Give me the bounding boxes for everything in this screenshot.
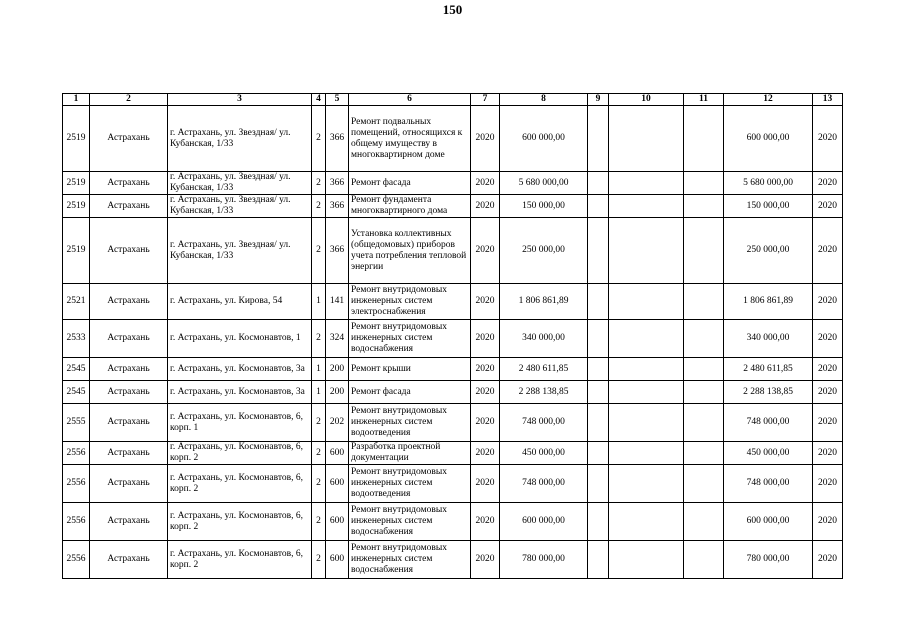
cell-col-6: Ремонт фасада — [349, 172, 471, 195]
cell-col-11 — [684, 465, 724, 503]
cell-col-10 — [609, 541, 684, 579]
col-header: 7 — [471, 94, 500, 106]
cell-col-1: 2519 — [63, 195, 90, 218]
cell-col-7: 2020 — [471, 358, 500, 381]
cell-col-3: г. Астрахань, ул. Космонавтов, 6, корп. 2 — [168, 541, 312, 579]
cell-col-2: Астрахань — [90, 358, 168, 381]
cell-col-13: 2020 — [813, 381, 843, 404]
cell-col-10 — [609, 465, 684, 503]
cell-col-5: 600 — [326, 465, 349, 503]
cell-col-13: 2020 — [813, 503, 843, 541]
cell-col-3: г. Астрахань, ул. Космонавтов, 1 — [168, 320, 312, 358]
cell-col-12: 5 680 000,00 — [724, 172, 813, 195]
table-row — [63, 442, 843, 465]
cell-col-9 — [588, 404, 609, 442]
cell-col-2: Астрахань — [90, 404, 168, 442]
cell-col-11 — [684, 381, 724, 404]
cell-col-5: 141 — [326, 284, 349, 320]
registry-table — [62, 93, 843, 579]
col-header: 8 — [500, 94, 588, 106]
cell-col-4: 1 — [312, 284, 326, 320]
cell-col-4: 1 — [312, 358, 326, 381]
col-header: 4 — [312, 94, 326, 106]
cell-col-1: 2545 — [63, 381, 90, 404]
cell-col-8: 600 000,00 — [500, 503, 588, 541]
cell-col-5: 324 — [326, 320, 349, 358]
cell-col-7: 2020 — [471, 442, 500, 465]
cell-col-8: 5 680 000,00 — [500, 172, 588, 195]
cell-col-12: 600 000,00 — [724, 106, 813, 172]
cell-col-6: Ремонт фундамента многоквартирного дома — [349, 195, 471, 218]
cell-col-3: г. Астрахань, ул. Кирова, 54 — [168, 284, 312, 320]
cell-col-3: г. Астрахань, ул. Космонавтов, 6, корп. 2 — [168, 442, 312, 465]
cell-col-8: 340 000,00 — [500, 320, 588, 358]
cell-col-6: Ремонт внутридомовых инженерных систем электроснабжения — [349, 284, 471, 320]
cell-col-3: г. Астрахань, ул. Космонавтов, 6, корп. 1 — [168, 404, 312, 442]
table-row — [63, 541, 843, 579]
cell-col-6: Установка коллективных (общедомовых) приборов учета потребления тепловой энергии — [349, 218, 471, 284]
cell-col-10 — [609, 172, 684, 195]
cell-col-1: 2555 — [63, 404, 90, 442]
cell-col-2: Астрахань — [90, 284, 168, 320]
cell-col-5: 200 — [326, 358, 349, 381]
cell-col-1: 2533 — [63, 320, 90, 358]
cell-col-13: 2020 — [813, 106, 843, 172]
cell-col-7: 2020 — [471, 106, 500, 172]
cell-col-11 — [684, 503, 724, 541]
cell-col-7: 2020 — [471, 541, 500, 579]
cell-col-7: 2020 — [471, 195, 500, 218]
cell-col-8: 1 806 861,89 — [500, 284, 588, 320]
cell-col-4: 2 — [312, 218, 326, 284]
cell-col-8: 600 000,00 — [500, 106, 588, 172]
cell-col-11 — [684, 218, 724, 284]
cell-col-4: 2 — [312, 503, 326, 541]
table-row — [63, 381, 843, 404]
cell-col-12: 340 000,00 — [724, 320, 813, 358]
cell-col-1: 2519 — [63, 218, 90, 284]
cell-col-3: г. Астрахань, ул. Звездная/ ул. Кубанская, 1/33 — [168, 172, 312, 195]
cell-col-9 — [588, 195, 609, 218]
cell-col-13: 2020 — [813, 541, 843, 579]
cell-col-11 — [684, 442, 724, 465]
col-header: 5 — [326, 94, 349, 106]
cell-col-13: 2020 — [813, 320, 843, 358]
cell-col-13: 2020 — [813, 172, 843, 195]
cell-col-13: 2020 — [813, 195, 843, 218]
cell-col-2: Астрахань — [90, 106, 168, 172]
cell-col-11 — [684, 541, 724, 579]
col-header: 2 — [90, 94, 168, 106]
table-row — [63, 404, 843, 442]
cell-col-6: Разработка проектной документации — [349, 442, 471, 465]
cell-col-8: 450 000,00 — [500, 442, 588, 465]
cell-col-12: 748 000,00 — [724, 404, 813, 442]
cell-col-10 — [609, 320, 684, 358]
cell-col-7: 2020 — [471, 465, 500, 503]
col-header: 12 — [724, 94, 813, 106]
cell-col-9 — [588, 442, 609, 465]
cell-col-9 — [588, 172, 609, 195]
table-row — [63, 218, 843, 284]
cell-col-7: 2020 — [471, 404, 500, 442]
cell-col-3: г. Астрахань, ул. Космонавтов, 6, корп. 2 — [168, 465, 312, 503]
cell-col-11 — [684, 106, 724, 172]
cell-col-2: Астрахань — [90, 465, 168, 503]
cell-col-5: 366 — [326, 106, 349, 172]
cell-col-13: 2020 — [813, 465, 843, 503]
cell-col-10 — [609, 503, 684, 541]
cell-col-8: 2 288 138,85 — [500, 381, 588, 404]
cell-col-10 — [609, 195, 684, 218]
cell-col-1: 2556 — [63, 541, 90, 579]
cell-col-10 — [609, 442, 684, 465]
cell-col-9 — [588, 218, 609, 284]
cell-col-9 — [588, 320, 609, 358]
cell-col-5: 366 — [326, 172, 349, 195]
table-row — [63, 195, 843, 218]
cell-col-3: г. Астрахань, ул. Звездная/ ул. Кубанская, 1/33 — [168, 106, 312, 172]
cell-col-12: 2 288 138,85 — [724, 381, 813, 404]
cell-col-4: 2 — [312, 541, 326, 579]
cell-col-4: 2 — [312, 442, 326, 465]
cell-col-9 — [588, 106, 609, 172]
header-row — [63, 94, 843, 106]
cell-col-6: Ремонт внутридомовых инженерных систем водоснабжения — [349, 320, 471, 358]
cell-col-8: 250 000,00 — [500, 218, 588, 284]
col-header: 6 — [349, 94, 471, 106]
cell-col-11 — [684, 320, 724, 358]
col-header: 11 — [684, 94, 724, 106]
cell-col-7: 2020 — [471, 381, 500, 404]
cell-col-12: 250 000,00 — [724, 218, 813, 284]
cell-col-10 — [609, 106, 684, 172]
cell-col-4: 2 — [312, 465, 326, 503]
cell-col-10 — [609, 358, 684, 381]
cell-col-12: 450 000,00 — [724, 442, 813, 465]
cell-col-5: 600 — [326, 541, 349, 579]
cell-col-3: г. Астрахань, ул. Звездная/ ул. Кубанская, 1/33 — [168, 218, 312, 284]
cell-col-5: 366 — [326, 195, 349, 218]
cell-col-3: г. Астрахань, ул. Звездная/ ул. Кубанская, 1/33 — [168, 195, 312, 218]
cell-col-2: Астрахань — [90, 320, 168, 358]
cell-col-8: 150 000,00 — [500, 195, 588, 218]
cell-col-9 — [588, 358, 609, 381]
cell-col-9 — [588, 541, 609, 579]
cell-col-11 — [684, 404, 724, 442]
cell-col-6: Ремонт внутридомовых инженерных систем водоотведения — [349, 465, 471, 503]
table-row — [63, 320, 843, 358]
cell-col-4: 1 — [312, 381, 326, 404]
cell-col-6: Ремонт внутридомовых инженерных систем водоснабжения — [349, 503, 471, 541]
cell-col-4: 2 — [312, 106, 326, 172]
cell-col-7: 2020 — [471, 320, 500, 358]
cell-col-12: 150 000,00 — [724, 195, 813, 218]
page-number: 150 — [442, 2, 463, 17]
cell-col-9 — [588, 503, 609, 541]
cell-col-13: 2020 — [813, 284, 843, 320]
cell-col-5: 600 — [326, 442, 349, 465]
table-row — [63, 106, 843, 172]
cell-col-8: 748 000,00 — [500, 404, 588, 442]
cell-col-7: 2020 — [471, 172, 500, 195]
cell-col-8: 2 480 611,85 — [500, 358, 588, 381]
cell-col-1: 2556 — [63, 442, 90, 465]
cell-col-13: 2020 — [813, 404, 843, 442]
cell-col-1: 2521 — [63, 284, 90, 320]
cell-col-11 — [684, 284, 724, 320]
cell-col-2: Астрахань — [90, 541, 168, 579]
col-header: 10 — [609, 94, 684, 106]
cell-col-4: 2 — [312, 195, 326, 218]
cell-col-1: 2556 — [63, 465, 90, 503]
cell-col-11 — [684, 172, 724, 195]
cell-col-4: 2 — [312, 320, 326, 358]
cell-col-11 — [684, 358, 724, 381]
cell-col-13: 2020 — [813, 358, 843, 381]
cell-col-10 — [609, 404, 684, 442]
cell-col-8: 780 000,00 — [500, 541, 588, 579]
cell-col-7: 2020 — [471, 284, 500, 320]
cell-col-10 — [609, 381, 684, 404]
cell-col-6: Ремонт фасада — [349, 381, 471, 404]
cell-col-4: 2 — [312, 404, 326, 442]
cell-col-2: Астрахань — [90, 442, 168, 465]
cell-col-2: Астрахань — [90, 503, 168, 541]
cell-col-3: г. Астрахань, ул. Космонавтов, 6, корп. 2 — [168, 503, 312, 541]
cell-col-3: г. Астрахань, ул. Космонавтов, 3а — [168, 358, 312, 381]
cell-col-4: 2 — [312, 172, 326, 195]
table-row — [63, 358, 843, 381]
cell-col-12: 780 000,00 — [724, 541, 813, 579]
cell-col-12: 2 480 611,85 — [724, 358, 813, 381]
cell-col-2: Астрахань — [90, 195, 168, 218]
table-row — [63, 172, 843, 195]
cell-col-1: 2519 — [63, 106, 90, 172]
cell-col-1: 2556 — [63, 503, 90, 541]
cell-col-2: Астрахань — [90, 381, 168, 404]
cell-col-3: г. Астрахань, ул. Космонавтов, 3а — [168, 381, 312, 404]
cell-col-12: 1 806 861,89 — [724, 284, 813, 320]
col-header: 1 — [63, 94, 90, 106]
cell-col-1: 2545 — [63, 358, 90, 381]
cell-col-7: 2020 — [471, 503, 500, 541]
cell-col-2: Астрахань — [90, 172, 168, 195]
table-row — [63, 284, 843, 320]
cell-col-7: 2020 — [471, 218, 500, 284]
cell-col-9 — [588, 284, 609, 320]
cell-col-13: 2020 — [813, 218, 843, 284]
cell-col-5: 202 — [326, 404, 349, 442]
table-row — [63, 503, 843, 541]
cell-col-6: Ремонт подвальных помещений, относящихся к общему имуществу в многоквартирном доме — [349, 106, 471, 172]
cell-col-11 — [684, 195, 724, 218]
cell-col-12: 600 000,00 — [724, 503, 813, 541]
cell-col-1: 2519 — [63, 172, 90, 195]
cell-col-12: 748 000,00 — [724, 465, 813, 503]
cell-col-8: 748 000,00 — [500, 465, 588, 503]
cell-col-6: Ремонт внутридомовых инженерных систем водоотведения — [349, 404, 471, 442]
col-header: 9 — [588, 94, 609, 106]
col-header: 13 — [813, 94, 843, 106]
cell-col-5: 366 — [326, 218, 349, 284]
table-row — [63, 465, 843, 503]
col-header: 3 — [168, 94, 312, 106]
cell-col-9 — [588, 381, 609, 404]
cell-col-6: Ремонт крыши — [349, 358, 471, 381]
cell-col-2: Астрахань — [90, 218, 168, 284]
cell-col-5: 600 — [326, 503, 349, 541]
cell-col-10 — [609, 218, 684, 284]
cell-col-13: 2020 — [813, 442, 843, 465]
cell-col-5: 200 — [326, 381, 349, 404]
cell-col-10 — [609, 284, 684, 320]
cell-col-9 — [588, 465, 609, 503]
cell-col-6: Ремонт внутридомовых инженерных систем водоснабжения — [349, 541, 471, 579]
